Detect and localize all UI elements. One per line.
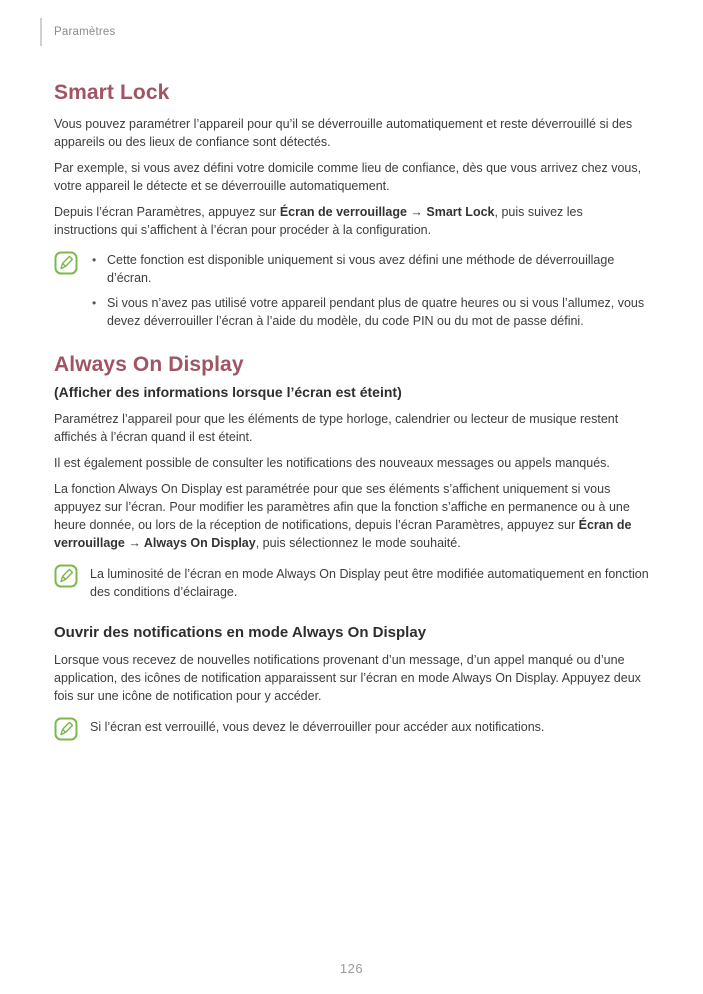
note-bullet-item: • Si vous n’avez pas utilisé votre appareil pendant plus de quatre heures ou si vous l’allumez, vous devez déverrouiller l’écran à l’aide du modèle, du code PIN ou du mot de passe défini.	[90, 294, 649, 330]
note-callout	[54, 716, 649, 741]
header-rule	[40, 18, 42, 46]
running-header	[54, 18, 649, 46]
note-body	[90, 563, 649, 601]
note-body	[90, 716, 649, 736]
subsection-title-open-notifications: Ouvrir des notifications en mode Always On Display	[54, 624, 427, 641]
note-bullet-item: • Cette fonction est disponible uniquement si vous avez défini une méthode de déverrouillage d’écran.	[90, 251, 649, 287]
paragraph: Vous pouvez paramétrer l’appareil pour qu’il se déverrouille automatiquement et reste déverrouillé si des appareils ou des lieux de confiance sont détectés.	[54, 117, 633, 149]
note-callout	[54, 563, 649, 601]
paragraph: Il est également possible de consulter les notifications des nouveaux messages ou appels manqués.	[54, 456, 610, 470]
section-title-always-on-display: Always On Display	[54, 353, 244, 376]
section-subtitle: (Afficher des informations lorsque l’écran est éteint)	[54, 384, 402, 400]
note-body	[90, 250, 649, 330]
paragraph: La fonction Always On Display est paramétrée pour que ses éléments s’affichent uniquement si vous appuyez sur l’écran. Pour modifier les paramètres afin que la fonction s’affiche en permanence ou à une heure donnée, ou lors de la réception de notifications, depuis l’écran Paramètres, appuyez sur Écran de verrouillage → Always On Display, puis sélectionnez le mode souhaité.	[54, 482, 632, 550]
section-title-smart-lock: Smart Lock	[54, 81, 170, 104]
note-bullet-list	[90, 251, 649, 330]
note-pencil-icon	[54, 564, 78, 588]
paragraph: Par exemple, si vous avez défini votre domicile comme lieu de confiance, dès que vous arrivez chez vous, votre appareil le détecte et se déverrouille automatiquement.	[54, 161, 642, 193]
paragraph: Lorsque vous recevez de nouvelles notifications provenant d’un message, d’un appel manqué ou d’une application, des icônes de notification apparaissent sur l’écran en mode Always On Display. Appuyez deux fois sur une icône de notification pour y accéder.	[54, 653, 641, 703]
paragraph: Paramétrez l’appareil pour que les éléments de type horloge, calendrier ou lecteur de musique restent affichés à l’écran quand il est éteint.	[54, 412, 619, 444]
page-footer	[0, 960, 703, 978]
note-pencil-icon	[54, 717, 78, 741]
paragraph: Depuis l’écran Paramètres, appuyez sur Écran de verrouillage → Smart Lock, puis suivez les instructions qui s’affichent à l’écran pour procéder à la configuration.	[54, 205, 583, 237]
note-callout	[54, 250, 649, 330]
page-number: 126	[339, 961, 364, 976]
note-pencil-icon	[54, 251, 78, 275]
note-text: Si l’écran est verrouillé, vous devez le déverrouiller pour accéder aux notifications.	[90, 720, 545, 734]
breadcrumb: Paramètres	[54, 26, 116, 38]
note-text: La luminosité de l’écran en mode Always On Display peut être modifiée automatiquement en fonction des conditions d’éclairage.	[90, 567, 649, 599]
